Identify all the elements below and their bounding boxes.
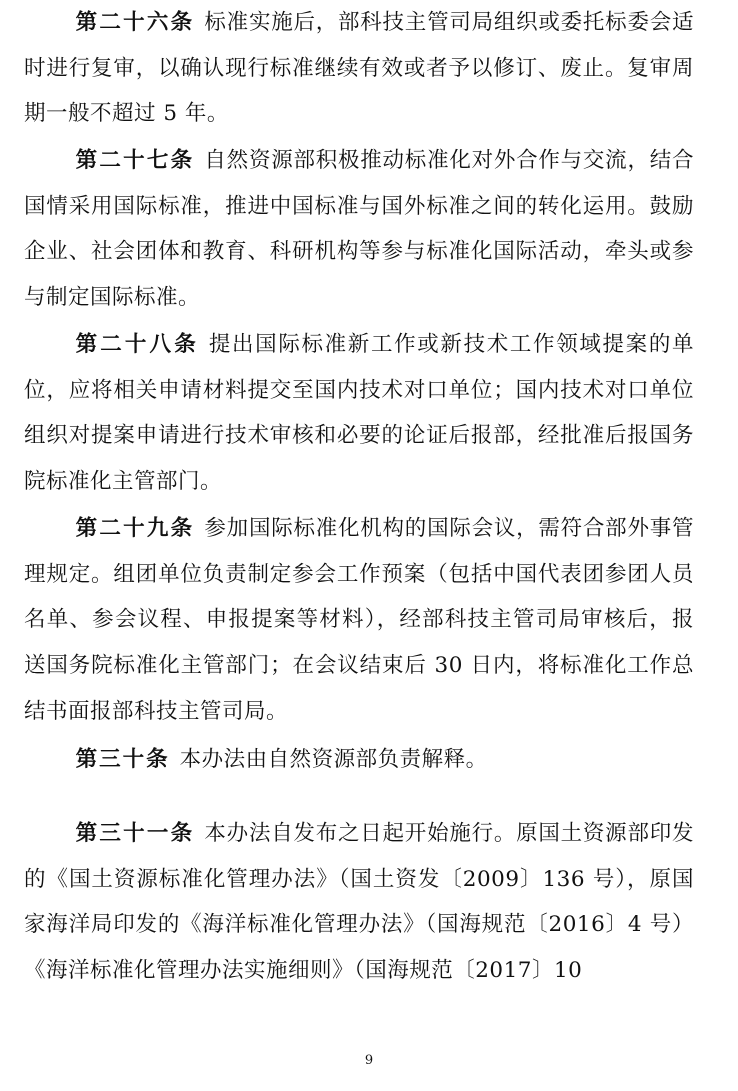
article-text: 参加国际标准化机构的国际会议，需符合部外事管理规定。组团单位负责制定参会工作预案（包括中国代表团参团人员名单、参会议程、申报提案等材料），经部科技主管司局审核后，报送国务院标准化主管部门；在会议结束后 30 日内，将标准化工作总结书面报部科技主管司局。 bbox=[24, 516, 694, 724]
article-text: 标准实施后，部科技主管司局组织或委托标委会适时进行复审，以确认现行标准继续有效或者予以修订、废止。复审周期一般不超过 5 年。 bbox=[24, 10, 694, 127]
page-number: 9 bbox=[364, 1053, 374, 1068]
article-26 bbox=[24, 0, 694, 137]
article-number: 第三十条 bbox=[75, 747, 170, 772]
article-31 bbox=[24, 811, 694, 994]
article-text: 本办法由自然资源部负责解释。 bbox=[179, 747, 488, 772]
article-number: 第二十九条 bbox=[75, 516, 195, 541]
article-text: 提出国际标准新工作或新技术工作领域提案的单位，应将相关申请材料提交至国内技术对口单位；国内技术对口单位组织对提案申请进行技术审核和必要的论证后报部，经批准后报国务院标准化主管部门。 bbox=[24, 332, 694, 495]
article-29 bbox=[24, 506, 694, 735]
article-number: 第二十七条 bbox=[75, 148, 195, 173]
article-28 bbox=[24, 322, 694, 505]
article-30 bbox=[24, 737, 694, 783]
article-27 bbox=[24, 138, 694, 321]
article-number: 第二十六条 bbox=[75, 10, 195, 35]
article-text: 本办法自发布之日起开始施行。原国土资源部印发的《国土资源标准化管理办法》（国土资发〔2009〕136 号），原国家海洋局印发的《海洋标准化管理办法》（国海规范〔2016〕4 号）《海洋标准化管理办法实施细则》（国海规范〔2017〕10 bbox=[24, 821, 694, 984]
article-number: 第二十八条 bbox=[75, 332, 199, 357]
article-text: 自然资源部积极推动标准化对外合作与交流，结合国情采用国际标准，推进中国标准与国外标准之间的转化运用。鼓励企业、社会团体和教育、科研机构等参与标准化国际活动，牵头或参与制定国际标准。 bbox=[24, 148, 694, 311]
article-number: 第三十一条 bbox=[75, 821, 195, 846]
